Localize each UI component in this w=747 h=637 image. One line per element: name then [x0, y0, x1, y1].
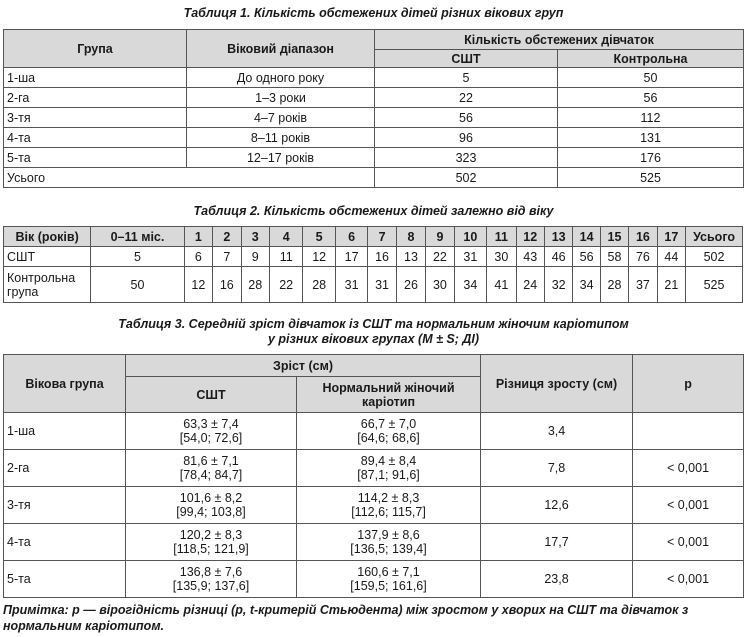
- table2-row-label: СШТ: [4, 247, 91, 267]
- table1-control-cell: 50: [558, 68, 744, 88]
- table2-value-cell: 525: [686, 267, 743, 303]
- table3-diff-cell: 12,6: [481, 487, 633, 524]
- table3-sst-mean: 81,6 ± 7,1: [183, 454, 239, 468]
- table2-value-cell: 44: [657, 247, 685, 267]
- table3-header-p: p: [633, 355, 744, 413]
- table1-sst-cell: 96: [375, 128, 558, 148]
- table1-header-group: Група: [4, 30, 187, 68]
- table3-caption-line1: Таблиця 3. Середній зріст дівчаток із СШТ та нормальним жіночим каріотипом: [118, 317, 629, 331]
- table3-row: [4, 413, 744, 450]
- table2-header-cell: 1: [184, 227, 212, 247]
- table3-normal-mean: 160,6 ± 7,1: [357, 565, 420, 579]
- table3-normal-mean: 89,4 ± 8,4: [360, 454, 417, 468]
- table2-value-cell: 17: [335, 247, 367, 267]
- table3-sst-ci: [54,0; 72,6]: [179, 431, 243, 445]
- table3-note: Примітка: p — вірогідність різниці (p, t-критерій Стьюдента) між зростом у хворих на СШТ та дівчаток з нормальним каріотипом.: [3, 603, 689, 633]
- table3-group-cell: 4-та: [4, 524, 126, 561]
- table3-normal-mean: 66,7 ± 7,0: [360, 417, 417, 431]
- table3-sst-cell: [126, 487, 297, 524]
- table1-range-cell: 8–11 років: [187, 128, 375, 148]
- table1-group-cell: 1-ша: [4, 68, 187, 88]
- table2-value-cell: 34: [454, 267, 486, 303]
- table2-header-cell: 7: [368, 227, 396, 247]
- table3-p-cell: < 0,001: [633, 524, 744, 561]
- table2-value-cell: 22: [426, 247, 454, 267]
- table2: [3, 226, 743, 303]
- table1-sst-cell: 5: [375, 68, 558, 88]
- table2-value-cell: 30: [426, 267, 454, 303]
- table2-header-cell: 6: [335, 227, 367, 247]
- table2-header-cell: 0–11 міс.: [91, 227, 184, 247]
- table3-row: [4, 561, 744, 598]
- table3-row: [4, 450, 744, 487]
- table2-header-cell: 11: [487, 227, 516, 247]
- table2-value-cell: 13: [396, 247, 425, 267]
- table2-value-cell: 31: [368, 267, 396, 303]
- table3-sst-ci: [118,5; 121,9]: [173, 542, 249, 556]
- table1: [3, 29, 744, 188]
- table2-value-cell: 9: [241, 247, 269, 267]
- table2-value-cell: 58: [600, 247, 628, 267]
- table2-value-cell: 32: [544, 267, 572, 303]
- table3-normal-ci: [87,1; 91,6]: [357, 468, 420, 482]
- table1-control-cell: 176: [558, 148, 744, 168]
- table2-row-label: Контрольна група: [4, 267, 91, 303]
- table2-value-cell: 24: [516, 267, 544, 303]
- table3-p-cell: < 0,001: [633, 450, 744, 487]
- table1-row: [4, 68, 744, 88]
- table3-normal-cell: [297, 450, 481, 487]
- table3-sst-cell: [126, 413, 297, 450]
- table3-sst-cell: [126, 450, 297, 487]
- table1-header-sst: СШТ: [375, 50, 558, 68]
- table2-value-cell: 56: [573, 247, 600, 267]
- table2-value-cell: 22: [269, 267, 302, 303]
- table2-value-cell: 28: [241, 267, 269, 303]
- table2-header-cell: 5: [303, 227, 335, 247]
- table2-caption: Таблиця 2. Кількість обстежених дітей залежно від віку: [193, 204, 554, 218]
- table3-p-cell: < 0,001: [633, 561, 744, 598]
- table3-normal-ci: [112,6; 115,7]: [351, 505, 426, 519]
- table2-value-cell: 34: [573, 267, 600, 303]
- table2-header-cell: 12: [516, 227, 544, 247]
- table1-total-row: [4, 168, 744, 188]
- table2-value-cell: 28: [303, 267, 335, 303]
- table3-header-normal: Нормальний жіночий каріотип: [297, 377, 481, 413]
- table1-sst-cell: 56: [375, 108, 558, 128]
- table3-diff-cell: 17,7: [481, 524, 633, 561]
- table2-value-cell: 12: [303, 247, 335, 267]
- table1-total-sst: 502: [375, 168, 558, 188]
- table3-diff-cell: 7,8: [481, 450, 633, 487]
- table2-header-cell: 14: [573, 227, 600, 247]
- table3-normal-cell: [297, 413, 481, 450]
- table1-range-cell: До одного року: [187, 68, 375, 88]
- table1-caption: Таблиця 1. Кількість обстежених дітей різних вікових груп: [183, 6, 564, 20]
- table2-header-cell: 10: [454, 227, 486, 247]
- table1-total-label: Усього: [4, 168, 375, 188]
- table3-sst-mean: 63,3 ± 7,4: [183, 417, 239, 431]
- table2-value-cell: 37: [629, 267, 657, 303]
- table2-header-cell: 15: [600, 227, 628, 247]
- table1-row: [4, 128, 744, 148]
- table2-header-cell: 2: [213, 227, 241, 247]
- table3-group-cell: 1-ша: [4, 413, 126, 450]
- table3-group-cell: 3-тя: [4, 487, 126, 524]
- table2-value-cell: 7: [213, 247, 241, 267]
- table2-header-cell: 16: [629, 227, 657, 247]
- table3-p-cell: < 0,001: [633, 487, 744, 524]
- table3-normal-ci: [159,5; 161,6]: [350, 579, 427, 593]
- table3-diff-cell: 3,4: [481, 413, 633, 450]
- table2-value-cell: 76: [629, 247, 657, 267]
- table1-sst-cell: 22: [375, 88, 558, 108]
- table3-sst-mean: 101,6 ± 8,2: [179, 491, 243, 505]
- table1-group-cell: 4-та: [4, 128, 187, 148]
- table2-value-cell: 30: [487, 247, 516, 267]
- table1-range-cell: 1–3 роки: [187, 88, 375, 108]
- table2-value-cell: 11: [269, 247, 302, 267]
- table3-row: [4, 524, 744, 561]
- table3-normal-ci: [136,5; 139,4]: [350, 542, 427, 556]
- table1-row: [4, 108, 744, 128]
- table2-header-row: [4, 227, 743, 247]
- table3-normal-cell: [297, 561, 481, 598]
- table3-header-sst: СШТ: [126, 377, 297, 413]
- table2-value-cell: 6: [184, 247, 212, 267]
- table2-value-cell: 16: [213, 267, 241, 303]
- table2-header-cell: Вік (років): [4, 227, 91, 247]
- table1-control-cell: 112: [558, 108, 744, 128]
- table2-value-cell: 5: [91, 247, 184, 267]
- table3-header-age-group: Вікова група: [4, 355, 126, 413]
- table2-value-cell: 21: [657, 267, 685, 303]
- table2-header-cell: 17: [657, 227, 685, 247]
- table1-row: [4, 148, 744, 168]
- table3-normal-ci: [64,6; 68,6]: [357, 431, 420, 445]
- table3-normal-mean: 114,2 ± 8,3: [357, 491, 420, 505]
- table3-p-cell: [633, 413, 744, 450]
- table1-sst-cell: 323: [375, 148, 558, 168]
- table3-normal-mean: 137,9 ± 8,6: [357, 528, 420, 542]
- table2-value-cell: 41: [487, 267, 516, 303]
- table1-row: [4, 88, 744, 108]
- table1-control-cell: 56: [558, 88, 744, 108]
- table3: [3, 354, 744, 598]
- table2-header-cell: Усього: [686, 227, 743, 247]
- table1-header-control: Контрольна: [558, 50, 744, 68]
- table3-sst-ci: [135,9; 137,6]: [172, 579, 250, 593]
- table2-value-cell: 31: [454, 247, 486, 267]
- table2-value-cell: 16: [368, 247, 396, 267]
- table1-header-age-range: Віковий діапазон: [187, 30, 375, 68]
- table1-group-cell: 3-тя: [4, 108, 187, 128]
- table3-normal-cell: [297, 524, 481, 561]
- table3-row: [4, 487, 744, 524]
- table3-sst-cell: [126, 524, 297, 561]
- table2-value-cell: 50: [91, 267, 184, 303]
- table2-header-cell: 3: [241, 227, 269, 247]
- table2-value-cell: 46: [544, 247, 572, 267]
- table2-value-cell: 28: [600, 267, 628, 303]
- table2-header-cell: 9: [426, 227, 454, 247]
- table2-header-cell: 4: [269, 227, 302, 247]
- table3-sst-cell: [126, 561, 297, 598]
- table1-total-control: 525: [558, 168, 744, 188]
- table1-header-count: Кількість обстежених дівчаток: [375, 30, 744, 50]
- table2-header-cell: 8: [396, 227, 425, 247]
- table3-diff-cell: 23,8: [481, 561, 633, 598]
- table1-group-cell: 5-та: [4, 148, 187, 168]
- table2-value-cell: 43: [516, 247, 544, 267]
- table2-value-cell: 26: [396, 267, 425, 303]
- table3-header-diff: Різниця зросту (см): [481, 355, 633, 413]
- table1-range-cell: 4–7 років: [187, 108, 375, 128]
- table3-sst-mean: 136,8 ± 7,6: [179, 565, 243, 579]
- table2-row: [4, 267, 743, 303]
- table3-caption-line2: у різних вікових групах (M ± S; ДІ): [267, 332, 480, 346]
- table1-group-cell: 2-га: [4, 88, 187, 108]
- table3-sst-ci: [78,4; 84,7]: [179, 468, 243, 482]
- table2-value-cell: 12: [184, 267, 212, 303]
- table3-sst-ci: [99,4; 103,8]: [176, 505, 246, 519]
- table3-header-height: Зріст (см): [126, 355, 481, 377]
- table3-sst-mean: 120,2 ± 8,3: [179, 528, 243, 542]
- table3-group-cell: 2-га: [4, 450, 126, 487]
- table2-value-cell: 502: [686, 247, 743, 267]
- table3-normal-cell: [297, 487, 481, 524]
- table1-control-cell: 131: [558, 128, 744, 148]
- table2-header-cell: 13: [544, 227, 572, 247]
- table1-range-cell: 12–17 років: [187, 148, 375, 168]
- table2-value-cell: 31: [335, 267, 367, 303]
- table2-row: [4, 247, 743, 267]
- table3-group-cell: 5-та: [4, 561, 126, 598]
